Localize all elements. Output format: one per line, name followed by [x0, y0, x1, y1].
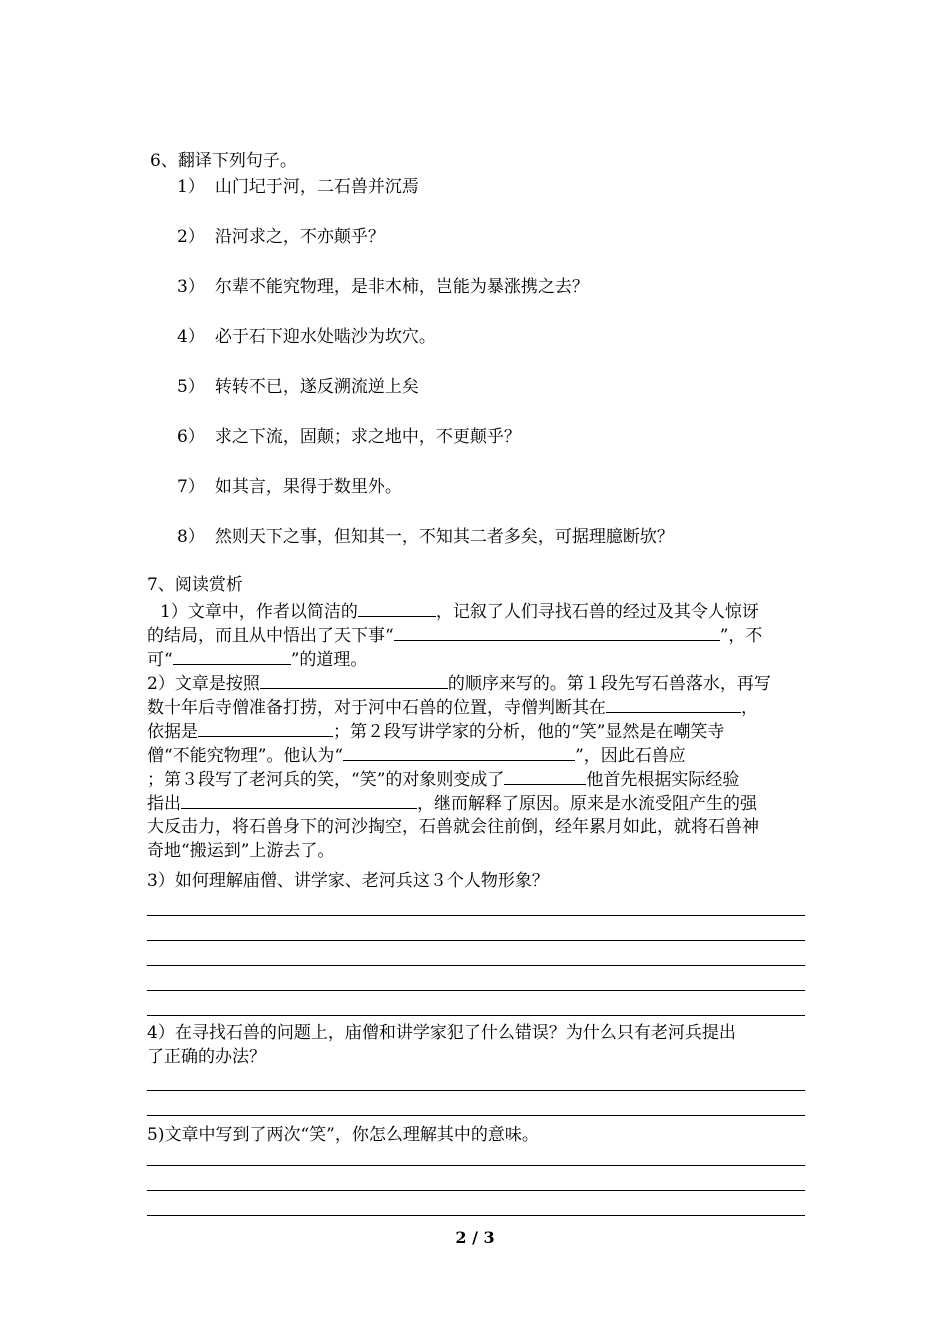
- fill-blank[interactable]: [606, 696, 741, 713]
- translate-item-2: [177, 226, 385, 248]
- q2-text: 2）文章是按照: [147, 674, 260, 694]
- q2-text: 依据是: [147, 722, 198, 742]
- q3-question: 3）如何理解庙僧、讲学家、老河兵这３个人物形象？: [147, 871, 549, 891]
- item-number: 7）: [177, 477, 205, 497]
- fill-blank[interactable]: [260, 672, 448, 689]
- q2-line-3: [147, 720, 724, 743]
- item-number: 6）: [177, 427, 205, 447]
- item-text: 尔辈不能究物理，是非木柿，岂能为暴涨携之去？: [214, 277, 589, 297]
- q1-line-3: [147, 648, 367, 671]
- fill-blank[interactable]: [173, 648, 291, 665]
- q4-question-line-2: 了正确的办法？: [147, 1047, 266, 1067]
- translate-item-8: [177, 526, 674, 548]
- answer-line[interactable]: [147, 1190, 805, 1191]
- fill-blank[interactable]: [343, 744, 575, 761]
- item-number: 2）: [177, 227, 205, 247]
- item-text: 然则天下之事，但知其一，不知其二者多矣，可据理臆断欤？: [214, 527, 674, 547]
- q1-text: ”的道理。: [290, 650, 368, 670]
- fill-blank[interactable]: [358, 600, 436, 617]
- item-text: 沿河求之，不亦颠乎？: [214, 227, 385, 247]
- q2-line-4: [147, 744, 686, 767]
- answer-line[interactable]: [147, 965, 805, 966]
- section7-heading: 7、阅读赏析: [147, 575, 243, 595]
- item-text: 必于石下迎水处啮沙为坎穴。: [214, 327, 436, 347]
- q2-line-7: 大反击力，将石兽身下的河沙掏空，石兽就会往前倒，经年累月如此，就将石兽神: [147, 817, 759, 837]
- item-text: 求之下流，固颠；求之地中，不更颠乎？: [214, 427, 521, 447]
- item-number: 1）: [177, 177, 205, 197]
- fill-blank[interactable]: [198, 720, 333, 737]
- q4-question-line-1: 4）在寻找石兽的问题上，庙僧和讲学家犯了什么错误？为什么只有老河兵提出: [147, 1023, 736, 1043]
- answer-line[interactable]: [147, 940, 805, 941]
- answer-line[interactable]: [147, 1215, 805, 1216]
- translate-item-6: [177, 426, 521, 448]
- item-number: 5）: [177, 377, 205, 397]
- q2-text: ；第２段写讲学家的分析，他的“笑”显然是在嘲笑寺: [333, 722, 725, 742]
- page-number: 2 / 3: [455, 1228, 495, 1247]
- q1-text: ，记叙了人们寻找石兽的经过及其令人惊讶: [435, 602, 759, 622]
- translate-item-1: [177, 176, 419, 198]
- q1-line-2: [147, 624, 762, 647]
- item-text: 如其言，果得于数里外。: [214, 477, 402, 497]
- q1-text: 的结局，而且从中悟出了天下事“: [147, 626, 394, 646]
- q2-line-8: 奇地“搬运到”上游去了。: [147, 841, 335, 861]
- q2-text: ；第３段写了老河兵的笑，“笑”的对象则变成了: [147, 770, 505, 790]
- item-number: 4）: [177, 327, 205, 347]
- q2-line-6: [147, 792, 757, 815]
- q2-text: 他首先根据实际经验: [586, 770, 740, 790]
- translate-item-5: [177, 376, 419, 398]
- answer-line[interactable]: [147, 990, 805, 991]
- q2-text: ，继而解释了原因。原来是水流受阻产生的强: [417, 794, 757, 814]
- q1-text: 可“: [147, 650, 173, 670]
- fill-blank[interactable]: [181, 792, 417, 809]
- q1-line-1: [160, 600, 759, 623]
- q2-line-2: [147, 696, 758, 719]
- q1-text: ”，不: [719, 626, 763, 646]
- item-number: 8）: [177, 527, 205, 547]
- item-number: 3）: [177, 277, 205, 297]
- answer-line[interactable]: [147, 1115, 805, 1116]
- q2-text: 的顺序来写的。第１段先写石兽落水，再写: [447, 674, 771, 694]
- answer-line[interactable]: [147, 915, 805, 916]
- q2-line-1: [147, 672, 771, 695]
- q2-text: 指出: [147, 794, 181, 814]
- fill-blank[interactable]: [394, 624, 720, 641]
- q2-text: 僧“不能究物理”。他认为“: [147, 746, 344, 766]
- q5-question: 5)文章中写到了两次“笑”，你怎么理解其中的意味。: [147, 1125, 539, 1145]
- translate-item-7: [177, 476, 402, 498]
- q2-line-5: [147, 768, 739, 791]
- item-text: 山门圮于河，二石兽并沉焉: [214, 177, 419, 197]
- q2-text: ，: [741, 698, 758, 718]
- translate-item-4: [177, 326, 436, 348]
- item-text: 转转不已，遂反溯流逆上矣: [214, 377, 419, 397]
- answer-line[interactable]: [147, 1015, 805, 1016]
- section6-heading: 6、翻译下列句子。: [150, 151, 297, 171]
- answer-line[interactable]: [147, 1165, 805, 1166]
- q2-text: ”，因此石兽应: [575, 746, 686, 766]
- q1-text: 1）文章中，作者以简洁的: [160, 602, 358, 622]
- answer-line[interactable]: [147, 1090, 805, 1091]
- translate-item-3: [177, 276, 589, 298]
- q2-text: 数十年后寺僧准备打捞，对于河中石兽的位置，寺僧判断其在: [147, 698, 606, 718]
- fill-blank[interactable]: [504, 768, 586, 785]
